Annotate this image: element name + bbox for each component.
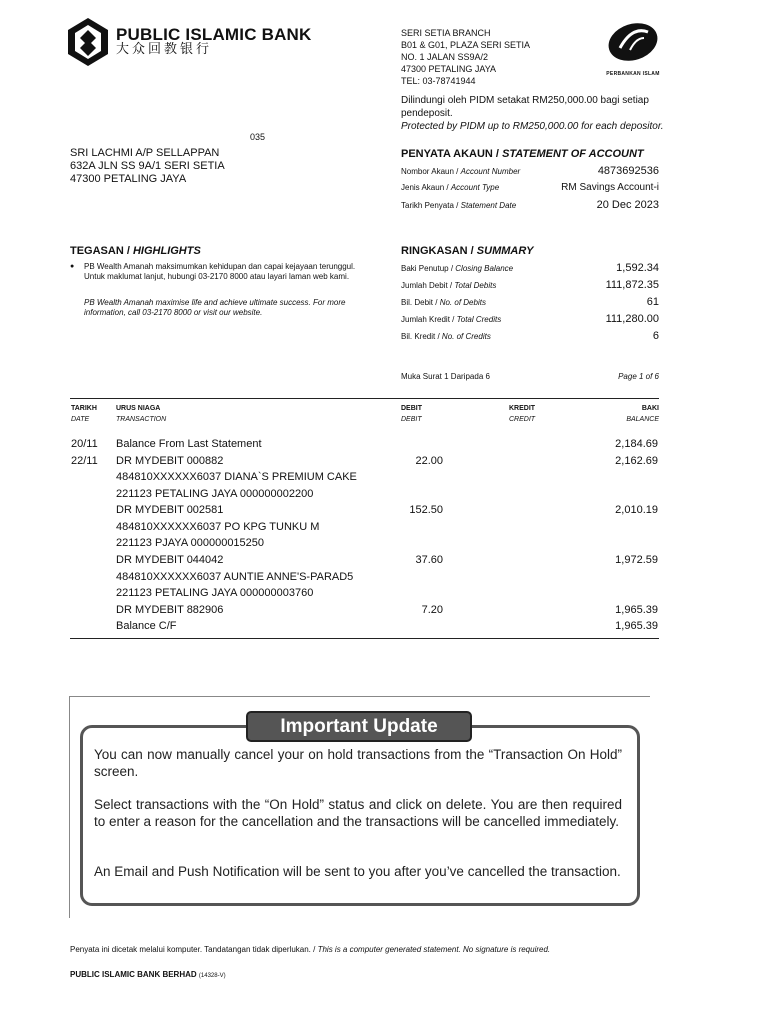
statement-date-value: 20 Dec 2023 xyxy=(596,199,659,211)
summary-value: 61 xyxy=(646,296,659,308)
footer-company-name: PUBLIC ISLAMIC BANK BERHAD xyxy=(70,970,197,979)
col-header-balance-en: BALANCE xyxy=(626,416,659,423)
account-number-label xyxy=(401,167,520,176)
col-header-credit: KREDIT xyxy=(509,405,536,412)
summary-heading xyxy=(401,244,533,258)
cell-description: DR MYDEBIT 000882 xyxy=(116,455,224,467)
label-english: Closing Balance xyxy=(455,264,514,273)
highlights-heading xyxy=(70,244,201,258)
pidm-malay: Dilindungi oleh PIDM setakat RM250,000.00 bagi setiap pendeposit. xyxy=(401,95,649,119)
table-top-rule xyxy=(70,398,659,399)
branch-address xyxy=(401,27,530,87)
col-header-transaction: URUS NIAGA xyxy=(116,405,161,412)
customer-line: 632A JLN SS 9A/1 SERI SETIA xyxy=(70,160,225,172)
footer-note-english: This is a computer generated statement. No signature is required. xyxy=(317,945,551,954)
table-row xyxy=(0,436,768,452)
cell-balance: 1,965.39 xyxy=(615,604,658,616)
label-english: No. of Debits xyxy=(439,298,486,307)
footer-note-malay: Penyata ini dicetak melalui komputer. Tandatangan tidak diperlukan. / xyxy=(70,945,316,954)
highlights-text-malay: PB Wealth Amanah maksimumkan kehidupan dan capai kejayaan terunggul. Untuk maklumat lanjut, hubungi 03-2170 8000 atau layari laman web kami. xyxy=(84,262,356,281)
table-row xyxy=(0,453,768,469)
statement-date-row xyxy=(401,199,659,211)
cell-description: 221123 PETALING JAYA 000000003760 xyxy=(116,587,314,599)
summary-row xyxy=(401,279,659,291)
footer-company xyxy=(70,970,226,979)
account-number-value: 4873692536 xyxy=(597,165,659,177)
branch-line: TEL: 03-78741944 xyxy=(401,76,476,86)
cell-balance: 2,010.19 xyxy=(615,504,658,516)
update-paragraph: You can now manually cancel your on hold transactions from the “Transaction On Hold” screen. xyxy=(94,747,622,779)
cell-description: 484810XXXXXX6037 PO KPG TUNKU M xyxy=(116,521,320,533)
summary-row xyxy=(401,313,659,325)
summary-row xyxy=(401,296,659,308)
table-row xyxy=(0,569,768,585)
summary-heading-malay: RINGKASAN / xyxy=(401,245,474,257)
table-bottom-rule xyxy=(70,638,659,639)
summary-label xyxy=(401,298,486,307)
public-bank-logo-icon xyxy=(68,18,108,66)
customer-line: 47300 PETALING JAYA xyxy=(70,173,187,185)
label-malay: Tarikh Penyata / xyxy=(401,201,459,210)
branch-line: 47300 PETALING JAYA xyxy=(401,64,497,74)
label-english: Account Type xyxy=(450,183,500,192)
cell-balance: 2,162.69 xyxy=(615,455,658,467)
table-row xyxy=(0,618,768,634)
summary-heading-english: SUMMARY xyxy=(476,245,534,257)
summary-value: 6 xyxy=(652,330,659,342)
branch-line: B01 & G01, PLAZA SERI SETIA xyxy=(401,40,531,50)
cell-date: 20/11 xyxy=(71,438,98,450)
summary-label xyxy=(401,315,501,324)
cell-balance: 1,965.39 xyxy=(615,620,658,632)
summary-value: 1,592.34 xyxy=(616,262,659,274)
col-header-date: TARIKH xyxy=(71,405,97,412)
page-indicator-english: Page 1 of 6 xyxy=(618,372,659,381)
col-header-credit-en: CREDIT xyxy=(509,416,536,423)
label-malay: Jumlah Debit / xyxy=(401,281,453,290)
label-malay: Bil. Kredit / xyxy=(401,332,440,341)
label-malay: Baki Penutup / xyxy=(401,264,454,273)
table-row xyxy=(0,469,768,485)
update-title: Important Update xyxy=(246,711,472,742)
cell-description: DR MYDEBIT 002581 xyxy=(116,504,224,516)
footer-company-registration: (14328-V) xyxy=(198,973,226,979)
cell-debit: 7.20 xyxy=(421,604,443,616)
summary-value: 111,280.00 xyxy=(605,313,659,325)
summary-label xyxy=(401,264,513,273)
summary-row xyxy=(401,330,659,342)
account-type-value: RM Savings Account-i xyxy=(561,182,659,193)
cell-description: 484810XXXXXX6037 DIANA`S PREMIUM CAKE xyxy=(116,471,357,483)
cell-description: Balance C/F xyxy=(116,620,177,632)
account-type-label xyxy=(401,183,499,192)
page-indicator xyxy=(401,372,659,381)
col-header-date-en: DATE xyxy=(71,416,90,423)
label-english: Account Number xyxy=(460,167,521,176)
pidm-english: Protected by PIDM up to RM250,000.00 for each depositor. xyxy=(401,121,664,132)
table-row xyxy=(0,486,768,502)
cell-date: 22/11 xyxy=(71,455,98,467)
label-english: Statement Date xyxy=(460,201,517,210)
perbankan-islam-text: PERBANKAN ISLAM xyxy=(606,71,660,77)
summary-value: 111,872.35 xyxy=(605,279,659,291)
highlights-heading-malay: TEGASAN / xyxy=(70,245,130,257)
highlights-heading-english: HIGHLIGHTS xyxy=(132,245,201,257)
highlights-text-english: PB Wealth Amanah maximise life and achieve ultimate success. For more information, call 03-2170 8000 or visit our website. xyxy=(84,298,346,317)
footer-note xyxy=(70,945,550,954)
perbankan-islam-logo-icon xyxy=(602,20,664,76)
account-number-row xyxy=(401,165,659,177)
label-english: Total Credits xyxy=(456,315,502,324)
cell-description: Balance From Last Statement xyxy=(116,438,262,450)
customer-line: SRI LACHMI A/P SELLAPPAN xyxy=(70,147,220,159)
cell-description: 484810XXXXXX6037 AUNTIE ANNE'S-PARAD5 xyxy=(116,571,354,583)
cell-description: 221123 PJAYA 000000015250 xyxy=(116,537,265,549)
bank-chinese-name: 大众回教银行 xyxy=(116,41,213,56)
bank-name: PUBLIC ISLAMIC BANK xyxy=(116,25,312,44)
branch-line: SERI SETIA BRANCH xyxy=(401,28,491,38)
table-row xyxy=(0,502,768,518)
branch-line: NO. 1 JALAN SS9A/2 xyxy=(401,52,489,62)
label-english: No. of Credits xyxy=(441,332,491,341)
cell-description: DR MYDEBIT 044042 xyxy=(116,554,224,566)
col-header-balance: BAKI xyxy=(641,405,659,412)
summary-row xyxy=(401,262,659,274)
label-malay: Nombor Akaun / xyxy=(401,167,459,176)
col-header-debit-en: DEBIT xyxy=(401,416,422,423)
update-paragraph: An Email and Push Notification will be sent to you after you’ve cancelled the transaction. xyxy=(94,864,621,879)
perbankan-islam-emblem-icon xyxy=(602,20,664,66)
page-indicator-malay: Muka Surat 1 Daripada 6 xyxy=(401,372,490,381)
table-row xyxy=(0,585,768,601)
account-type-row xyxy=(401,182,659,193)
statement-heading xyxy=(401,147,644,161)
label-malay: Jenis Akaun / xyxy=(401,183,449,192)
cell-balance: 1,972.59 xyxy=(615,554,658,566)
statement-heading-malay: PENYATA AKAUN / xyxy=(401,148,499,160)
col-header-transaction-en: TRANSACTION xyxy=(116,416,167,423)
cell-debit: 37.60 xyxy=(415,554,443,566)
label-english: Total Debits xyxy=(454,281,497,290)
table-row xyxy=(0,602,768,618)
cell-debit: 152.50 xyxy=(409,504,443,516)
statement-date-label xyxy=(401,201,516,210)
label-malay: Jumlah Kredit / xyxy=(401,315,455,324)
table-row xyxy=(0,519,768,535)
cell-description: 221123 PETALING JAYA 000000002200 xyxy=(116,488,314,500)
cell-description: DR MYDEBIT 882906 xyxy=(116,604,224,616)
table-row xyxy=(0,552,768,568)
pidm-notice xyxy=(401,94,671,133)
cell-balance: 2,184.69 xyxy=(615,438,658,450)
col-header-debit: DEBIT xyxy=(401,405,422,412)
update-paragraph: Select transactions with the “On Hold” status and click on delete. You are then required to enter a reason for the cancellation and the transactions will be cancelled immediately. xyxy=(94,797,622,829)
mail-code: 035 xyxy=(250,132,266,142)
table-row xyxy=(0,535,768,551)
summary-label xyxy=(401,332,491,341)
summary-label xyxy=(401,281,496,290)
customer-address xyxy=(70,147,225,186)
bullet-icon: ● xyxy=(70,263,75,270)
statement-heading-english: STATEMENT OF ACCOUNT xyxy=(502,148,644,160)
cell-debit: 22.00 xyxy=(415,455,443,467)
label-malay: Bil. Debit / xyxy=(401,298,438,307)
